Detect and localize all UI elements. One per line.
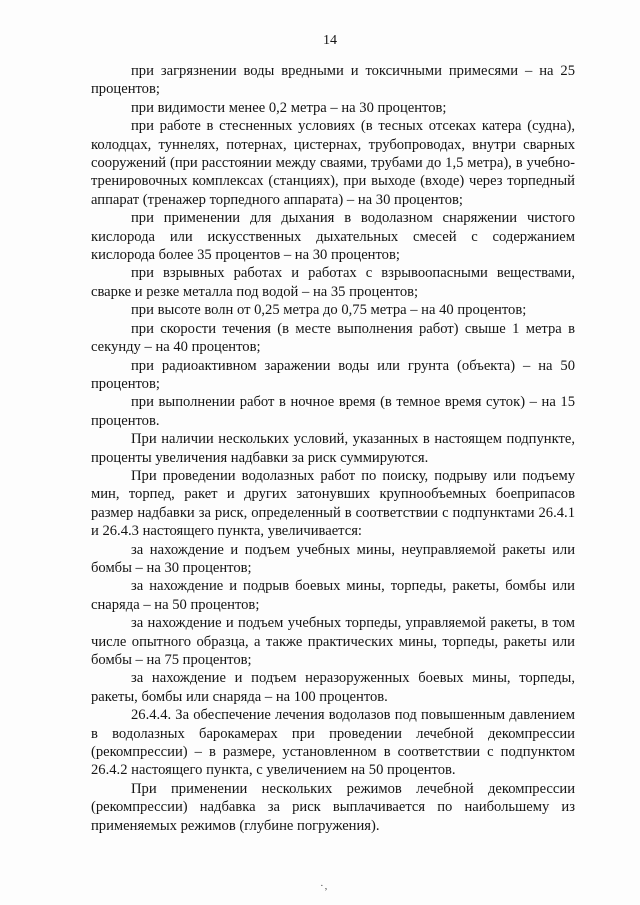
paragraph-16: 26.4.4. За обеспечение лечения водолазов под повышенным давлением в водолазных барокамерах при проведении лечебной декомпрессии (рекомпрессии) – в размере, установленном в соответствии с подпунктом 26.4.2 настоящего пункта, с увеличением на 50 процентов.	[91, 707, 575, 779]
paragraph-8: при радиоактивном заражении воды или грунта (объекта) – на 50 процентов;	[91, 357, 575, 392]
document-body	[91, 62, 575, 835]
paragraph-1: при загрязнении воды вредными и токсичными примесями – на 25 процентов;	[91, 63, 575, 98]
paragraph-17: При применении нескольких режимов лечебной декомпрессии (рекомпрессии) надбавка за риск выплачивается по наибольшему из применяемых режимов (глубине погружения).	[91, 780, 575, 834]
paragraph-4: при применении для дыхания в водолазном снаряжении чистого кислорода или искусственных дыхательных смесей с содержанием кислорода более 35 процентов – на 30 процентов;	[91, 210, 575, 264]
paragraph-6: при высоте волн от 0,25 метра до 0,75 метра – на 40 процентов;	[131, 302, 527, 319]
paragraph-12: за нахождение и подъем учебных мины, неуправляемой ракеты или бомбы – на 30 процентов;	[91, 541, 575, 576]
paragraph-5: при взрывных работах и работах с взрывоопасными веществами, сварке и резке металла под водой – на 35 процентов;	[91, 265, 575, 300]
paragraph-11: При проведении водолазных работ по поиску, подрыву или подъему мин, торпед, ракет и других затонувших крупнообъемных боеприпасов размер надбавки за риск, определенный в соответствии с подпунктами 26.4.1 и 26.4.3 настоящего пункта, увеличивается:	[91, 467, 575, 540]
paragraph-9: при выполнении работ в ночное время (в темное время суток) – на 15 процентов.	[91, 394, 575, 429]
paragraph-7: при скорости течения (в месте выполнения работ) свыше 1 метра в секунду – на 40 процентов;	[91, 320, 575, 356]
paragraph-13: за нахождение и подрыв боевых мины, торпеды, ракеты, бомбы или снаряда – на 50 процентов;	[91, 578, 575, 613]
paragraph-3: при работе в стесненных условиях (в тесных отсеках катера (судна), колодцах, туннелях, потернах, цистернах, трубопроводах, внутри сварных сооружений (при расстоянии между сваями, трубами до 1,5 метра), в учебно-тренировочных комплексах (станциях), при выходе (входе) через торпедный аппарат (тренажер торпедного аппарата) – на 30 процентов;	[91, 118, 575, 208]
paragraph-10: При наличии нескольких условий, указанных в настоящем подпункте, проценты увеличения надбавки за риск суммируются.	[91, 431, 575, 466]
paragraph-15: за нахождение и подъем неразоруженных боевых мины, торпеды, ракеты, бомбы или снаряда – на 100 процентов.	[91, 670, 575, 705]
paragraph-2: при видимости менее 0,2 метра – на 30 процентов;	[131, 99, 447, 116]
footer-mark: ·,	[320, 880, 329, 892]
page-number: 14	[323, 33, 337, 48]
paragraph-14: за нахождение и подъем учебных торпеды, управляемой ракеты, в том числе опытного образца, а также практических мины, торпеды, ракеты или бомбы – на 75 процентов;	[91, 615, 575, 668]
